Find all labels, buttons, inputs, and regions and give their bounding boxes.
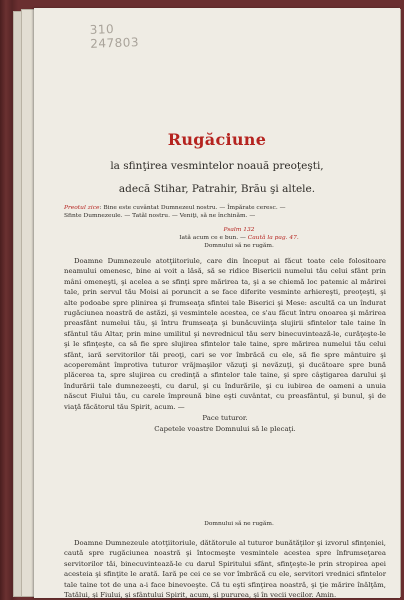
psalm-line: Iată acum ce e bun. — (179, 235, 246, 241)
priest-response (64, 204, 384, 220)
psalm-reference: Caută la pag. 47. (247, 235, 299, 241)
psalm-block (94, 226, 384, 250)
book-page (34, 8, 400, 598)
psalm-label: Psalm 132 (223, 227, 255, 233)
prayer-second-text: Doamne Dumnezeule atotţiitoriule, dătătorule al tuturor bunătăţilor şi izvorul sfinţeniei, caută spre rugăciunea noastră şi întocmeşte vesmintele acestea spre înfrumseţarea servitorilor tăi, binecuvintează-le cu darul Spiritului sfânt, sfinţeşte-le prin stropirea apei acesteia şi sfinţite le arată. Iară pe cei ce se vor îmbrăcă cu ele, servitori vrednici sfintelor tale taine tot de una a-i face binevoeşte. Că tu eşti sfinţirea noastră, şi ţie mărire înălţăm, Tatălui, şi Fiului, şi sfântului Spirit, acum, şi pururea, şi în vecii vecilor. Amin. (64, 539, 386, 600)
prayer-first (64, 256, 386, 434)
prayer-first-text: Doamne Dumnezeule atotţiitoriule, care din început ai făcut toate cele folositoare neamului omenesc, bine ai voit a lăsă, să se ridice Bisericii numelui tău celui sfânt prin mâni omeneşti, şi acelea a se sfinţi spre mărirea ta, şi a se chiemă loc patemic al mărirei tale, prin servul tău Moisi ai poruncit a se face diferite vesminte arhiereşti, preoţeşti, şi alte podoabe spre plinirea şi frumseaţa sfintei tale Biserici şi Mese: ascultă ca un îndurat rugăciunea noastră de astăzi, şi vesmintele acestea, ce s'au făcut întru onoarea şi mărirea preasfânt numelui tău, şi întru frumseaţa şi bunăcuviinţa slujirii sfintelor tale taine în sfântul tău Altar, prin mine umilitul şi nevrednicul tău serv binecuvintează-le, curăţeşte-le şi le sfinţeşte, ca să fie spre slujirea sfintelor tale taine, spre mărirea numelui tău celui sfânt, iară servitorilor tăi preoţi, cari se vor îmbrăcă cu ele, să fie spre mântuire şi acoperemânt împrotiva tuturor vrăjmaşilor văzuţi şi nevăzuţi, şi ducătoare spre bună plăcerea ta, spre slujirea cu credinţă a sfintelor tale taine, şi spre câştigarea darului şi îndurării tale dumnezeeşti, cu darul, şi cu îndurările, şi cu iubirea de oameni a unuia născut Fiului tău, cu carele împreună bine eşti cuvântat, cu preasfântul, şi bunul, şi de viaţă făcătorul tău Spirit, acum. — (64, 257, 386, 411)
page-title: Rugăciune (167, 130, 267, 149)
closing-peace: Pace tuturor. (202, 414, 248, 423)
prayer-call: Domnului să ne rugăm. (204, 243, 274, 249)
pencil-annotation: 310 247803 (89, 22, 140, 51)
prayer-second (64, 538, 386, 600)
priest-continuation: Sfinte Dumnezeule. — Tatăl nostru. — Veniţi, să ne închinăm. — (64, 213, 256, 219)
priest-text: : Bine este cuvântat Dumnezeul nostru. — Împărate ceresc. — (99, 205, 286, 211)
priest-label: Preotul zice (64, 205, 100, 211)
subtitle-line-2: adecă Stihar, Patrahir, Brău şi altele. (118, 183, 316, 195)
subtitle-line-1: la sfinţirea vesmintelor noauă preoţeşti, (110, 160, 324, 172)
prayer-call-second (94, 520, 384, 528)
prayer-call-second-text: Domnului să ne rugăm. (204, 521, 274, 527)
closing-heads: Capetele voastre Domnului să le plecaţi. (154, 424, 296, 433)
